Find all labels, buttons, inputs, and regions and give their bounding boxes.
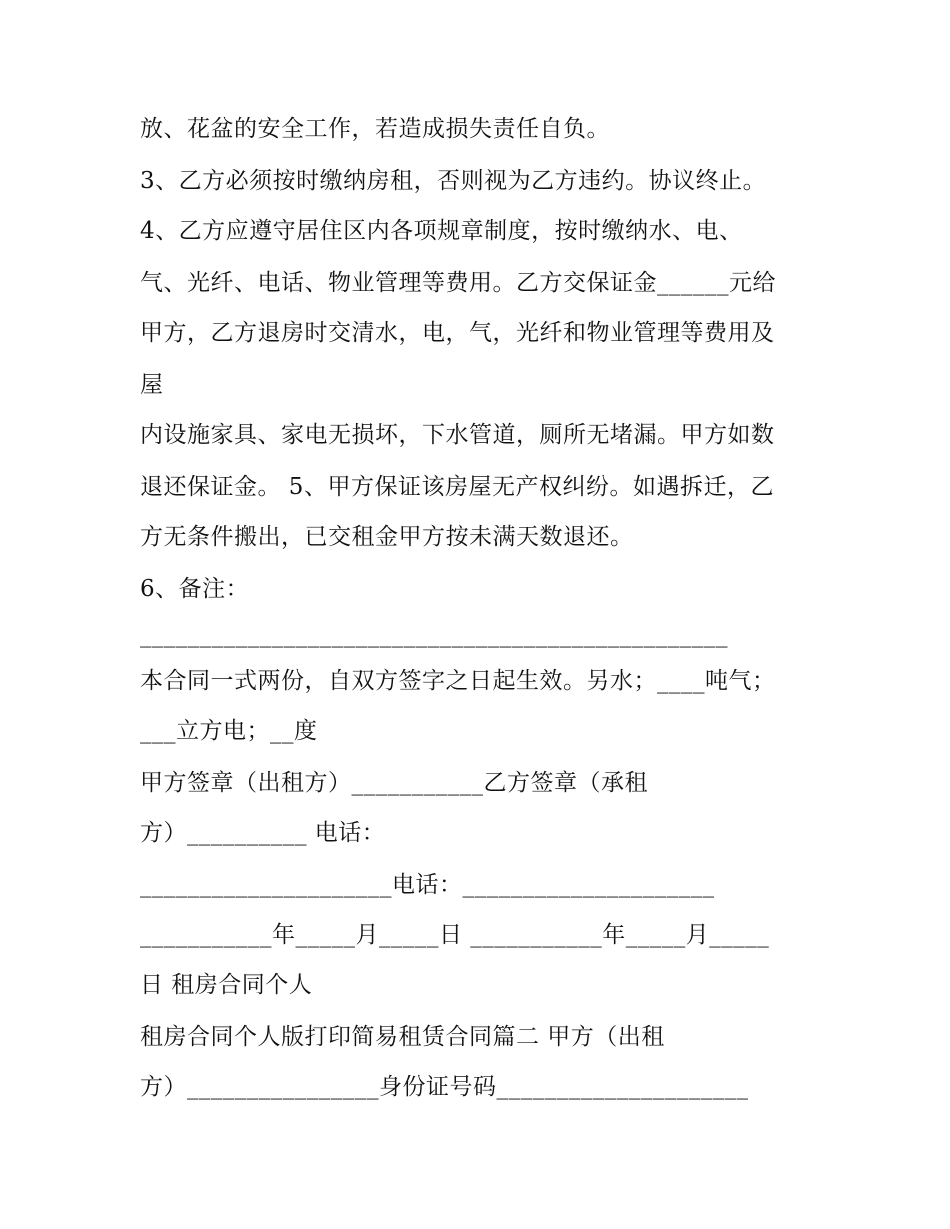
notes-blank-line: _________________________________________________ xyxy=(140,622,728,648)
text-line: ___________年_____月_____日 ___________年_____月_____ xyxy=(140,922,770,948)
text-line: 退还保证金。 5、甲方保证该房屋无产权纠纷。如遇拆迁，乙 xyxy=(140,474,774,500)
text-line: 方）__________ 电话： xyxy=(140,820,386,846)
text-line: 屋 xyxy=(140,372,164,398)
text-line: 3、乙方必须按时缴纳房租，否则视为乙方违约。协议终止。 xyxy=(140,168,767,194)
text-line: 方无条件搬出，已交租金甲方按未满天数退还。 xyxy=(140,524,634,550)
text-line: _____________________电话：_____________________ xyxy=(140,872,715,898)
text-line: 租房合同个人版打印简易租赁合同篇二 甲方（出租 xyxy=(140,1024,665,1050)
text-line: 内设施家具、家电无损坏，下水管道，厕所无堵漏。甲方如数 xyxy=(140,422,775,448)
text-line: 4、乙方应遵守居住区内各项规章制度，按时缴纳水、电、 xyxy=(140,218,743,244)
text-line: 本合同一式两份，自双方签字之日起生效。另水；____吨气； xyxy=(140,668,776,694)
text-line: 日 租房合同个人 xyxy=(140,972,313,998)
text-line: 甲方，乙方退房时交清水，电，气，光纤和物业管理等费用及 xyxy=(140,320,775,346)
text-line: 甲方签章（出租方）___________乙方签章（承租 xyxy=(140,770,648,796)
text-line: ___立方电；__度 xyxy=(140,718,318,744)
text-line: 气、光纤、电话、物业管理等费用。乙方交保证金______元给 xyxy=(140,270,776,296)
text-line: 6、备注： xyxy=(140,576,250,602)
text-line: 方）________________身份证号码_____________________ xyxy=(140,1074,749,1100)
text-line: 放、花盆的安全工作，若造成损失责任自负。 xyxy=(140,116,610,142)
